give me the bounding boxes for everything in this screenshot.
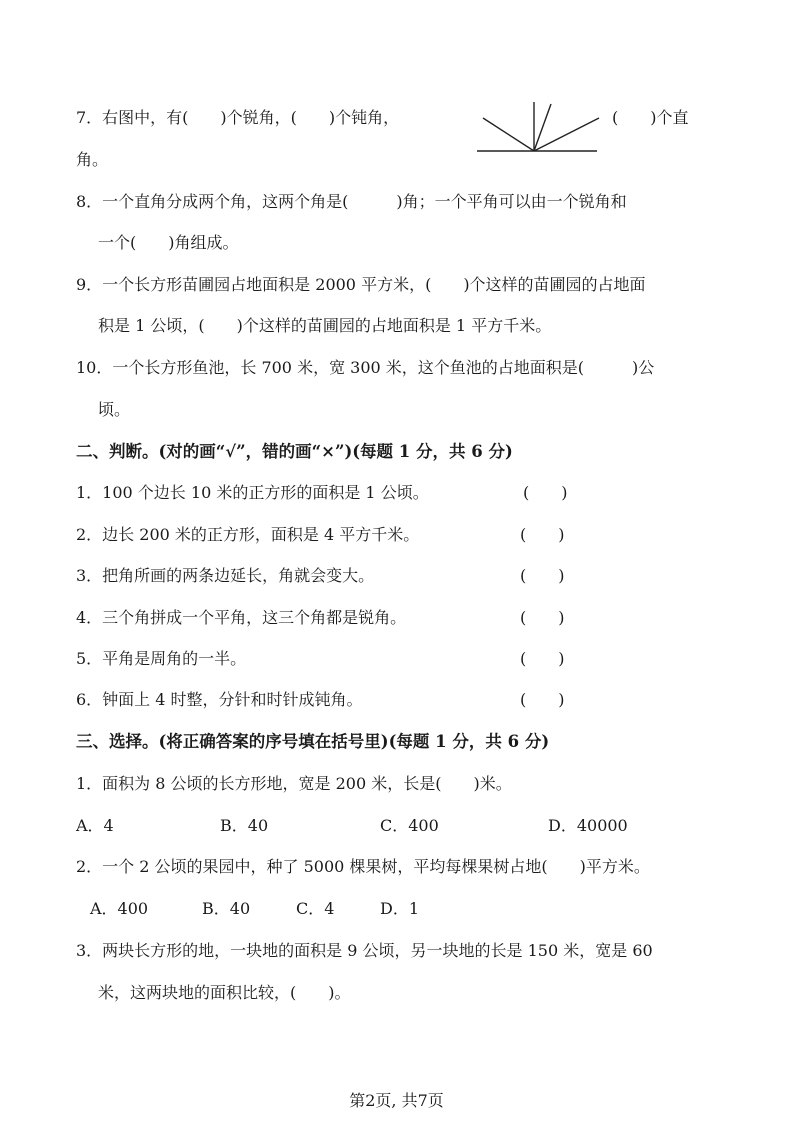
choice-q3-line2: 米，这两块地的面积比较，( )。 xyxy=(98,983,351,1002)
judge-answer-paren-3[interactable]: ( ) xyxy=(520,566,565,585)
q7-line1-tail: ( )个直 xyxy=(612,108,689,127)
judge-item-1: 1．100 个边长 10 米的正方形的面积是 1 公顷。 xyxy=(76,483,429,502)
judge-answer-paren-4[interactable]: ( ) xyxy=(520,608,565,627)
choice-q2-option-d[interactable]: D．1 xyxy=(380,899,420,918)
part3-heading: 三、选择。(将正确答案的序号填在括号里)(每题 1 分，共 6 分) xyxy=(76,732,550,751)
choice-q3-line1: 3．两块长方形的地，一块地的面积是 9 公顷，另一块地的长是 150 米，宽是 60 xyxy=(76,941,653,960)
part2-heading: 二、判断。(对的画“√”，错的画“×”)(每题 1 分，共 6 分) xyxy=(76,442,513,461)
angle-figure xyxy=(473,100,603,156)
q8-line2: 一个( )角组成。 xyxy=(98,233,239,252)
judge-item-2: 2．边长 200 米的正方形，面积是 4 平方千米。 xyxy=(76,525,420,544)
q8-line1: 8．一个直角分成两个角，这两个角是( )角；一个平角可以由一个锐角和 xyxy=(76,192,627,211)
judge-item-3: 3．把角所画的两条边延长，角就会变大。 xyxy=(76,566,375,585)
q10-line2: 顷。 xyxy=(98,400,131,419)
judge-answer-paren-5[interactable]: ( ) xyxy=(520,649,565,668)
choice-q1-option-b[interactable]: B．40 xyxy=(220,816,269,835)
choice-q2-option-a[interactable]: A．400 xyxy=(90,899,149,918)
q7-line2: 角。 xyxy=(76,150,109,169)
q9-line2: 积是 1 公顷，( )个这样的苗圃园的占地面积是 1 平方千米。 xyxy=(98,316,552,335)
judge-item-4: 4．三个角拼成一个平角，这三个角都是锐角。 xyxy=(76,608,407,627)
q7-line1: 7．右图中，有( )个锐角，( )个钝角， xyxy=(76,108,400,127)
choice-q1-option-c[interactable]: C．400 xyxy=(380,816,439,835)
page-number-footer: 第2页, 共7页 xyxy=(349,1091,444,1110)
judge-answer-paren-2[interactable]: ( ) xyxy=(520,525,565,544)
choice-q1-option-a[interactable]: A．4 xyxy=(76,816,114,835)
judge-item-6: 6．钟面上 4 时整，分针和时针成钝角。 xyxy=(76,690,363,709)
q9-line1: 9．一个长方形苗圃园占地面积是 2000 平方米，( )个这样的苗圃园的占地面 xyxy=(76,275,646,294)
choice-q1-option-d[interactable]: D．40000 xyxy=(548,816,628,835)
judge-answer-paren-6[interactable]: ( ) xyxy=(520,690,565,709)
choice-q2-option-b[interactable]: B．40 xyxy=(202,899,251,918)
choice-q2-option-c[interactable]: C．4 xyxy=(296,899,335,918)
q10-line1: 10．一个长方形鱼池，长 700 米，宽 300 米，这个鱼池的占地面积是( )公 xyxy=(76,358,655,377)
angle-left-ray xyxy=(483,118,534,151)
judge-answer-paren-1[interactable]: ( ) xyxy=(523,483,568,502)
choice-q1-stem: 1．面积为 8 公顷的长方形地，宽是 200 米，长是( )米。 xyxy=(76,774,512,793)
choice-q2-stem: 2．一个 2 公顷的果园中，种了 5000 棵果树，平均每棵果树占地( )平方米。 xyxy=(76,857,650,876)
judge-item-5: 5．平角是周角的一半。 xyxy=(76,649,247,668)
